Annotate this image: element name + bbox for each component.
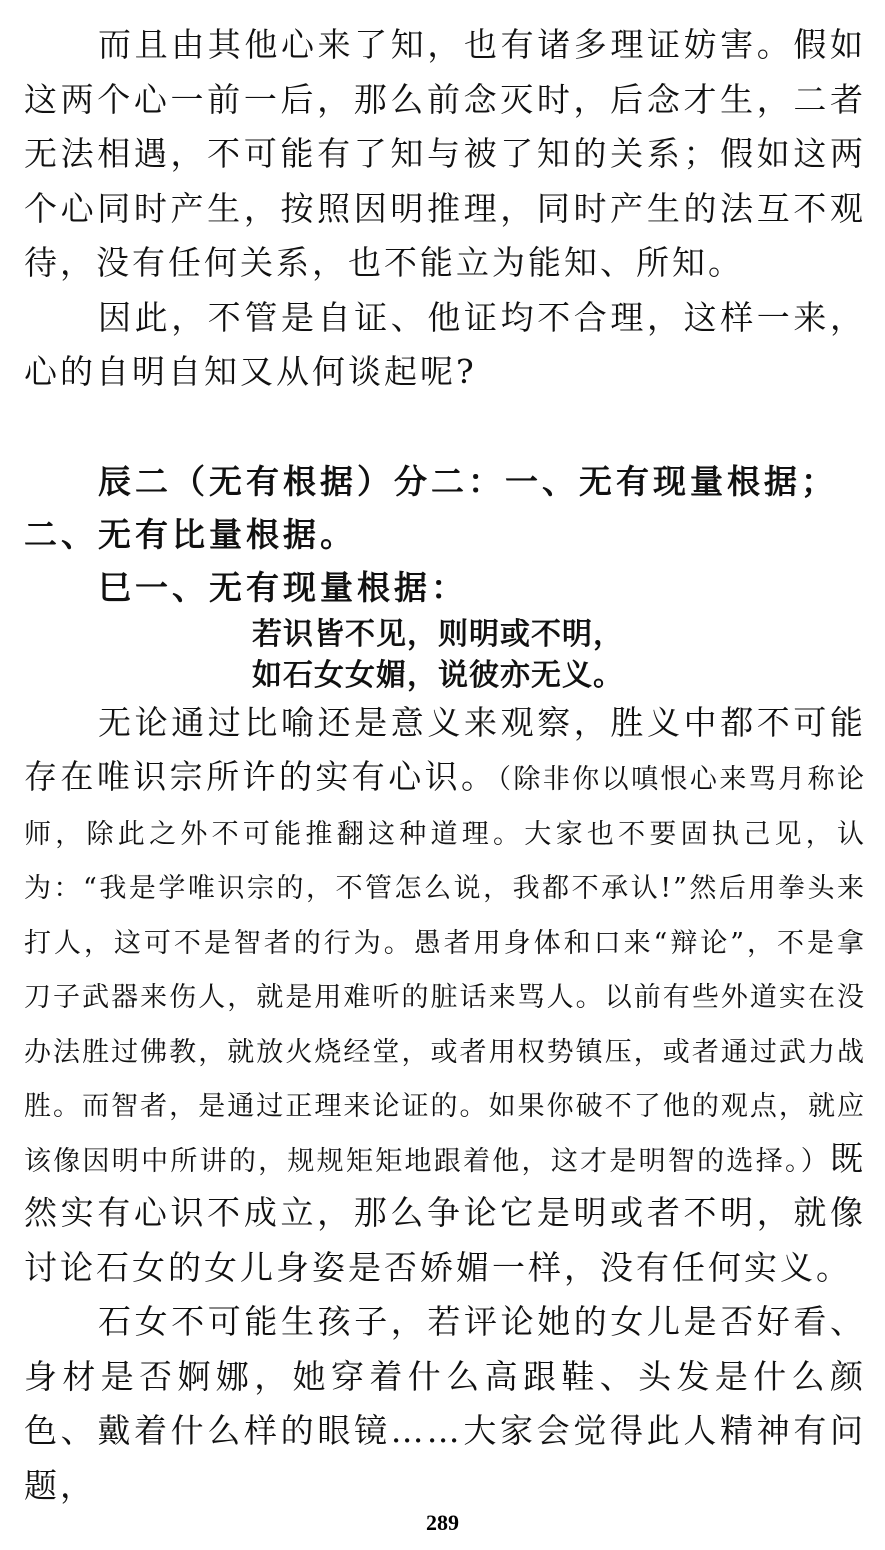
- paragraph-4: 石女不可能生孩子，若评论她的女儿是否好看、身材是否婀娜，她穿着什么高跟鞋、头发是什么颜色、戴着什么样的眼镜……大家会觉得此人精神有问题，: [24, 1302, 866, 1505]
- section-gap: [24, 400, 866, 455]
- section-heading: 辰二（无有根据）分二：一、无有现量根据；二、无有比量根据。: [24, 461, 838, 554]
- page-content: [24, 18, 866, 1513]
- subsection-heading: 巳一、无有现量根据：: [98, 567, 468, 607]
- paragraph-3-main: 无论通过比喻还是意义来观察，胜义中都不可能存在唯识宗所许的实有心识。: [24, 702, 866, 796]
- verse-line-1: 若识皆不见，则明或不明，: [252, 616, 624, 652]
- paragraph-3-end: 既然实有心识不成立，那么争论它是明或者不明，就像讨论石女的女儿身姿是否娇媚一样，没有任何实义。: [24, 1138, 866, 1287]
- page-number: 289: [426, 1510, 459, 1535]
- paragraph-2: 因此，不管是自证、他证均不合理，这样一来，心的自明自知又从何谈起呢?: [24, 297, 866, 391]
- paragraph-3: [24, 696, 866, 1296]
- verse-line-2: 如石女女媚，说彼亦无义。: [252, 657, 624, 693]
- paragraph-1: 而且由其他心来了知，也有诸多理证妨害。假如这两个心一前一后，那么前念灭时，后念才生，二者无法相遇，不可能有了知与被了知的关系；假如这两个心同时产生，按照因明推理，同时产生的法互不观待，没有任何关系，也不能立为能知、所知。: [24, 25, 866, 282]
- paragraph-3-note: （除非你以嗔恨心来骂月称论师，除此之外不可能推翻这种道理。大家也不要固执己见，认为：“我是学唯识宗的，不管怎么说，我都不承认!”然后用拳头来打人，这可不是智者的行为。愚者用身体和口来“辩论”，不是拿刀子武器来伤人，就是用难听的脏话来骂人。以前有些外道实在没办法胜过佛教，就放火烧经堂，或者用权势镇压，或者通过武力战胜。而智者，是通过正理来论证的。如果你破不了他的观点，就应该像因明中所讲的，规规矩矩地跟着他，这才是明智的选择。）: [24, 764, 867, 1177]
